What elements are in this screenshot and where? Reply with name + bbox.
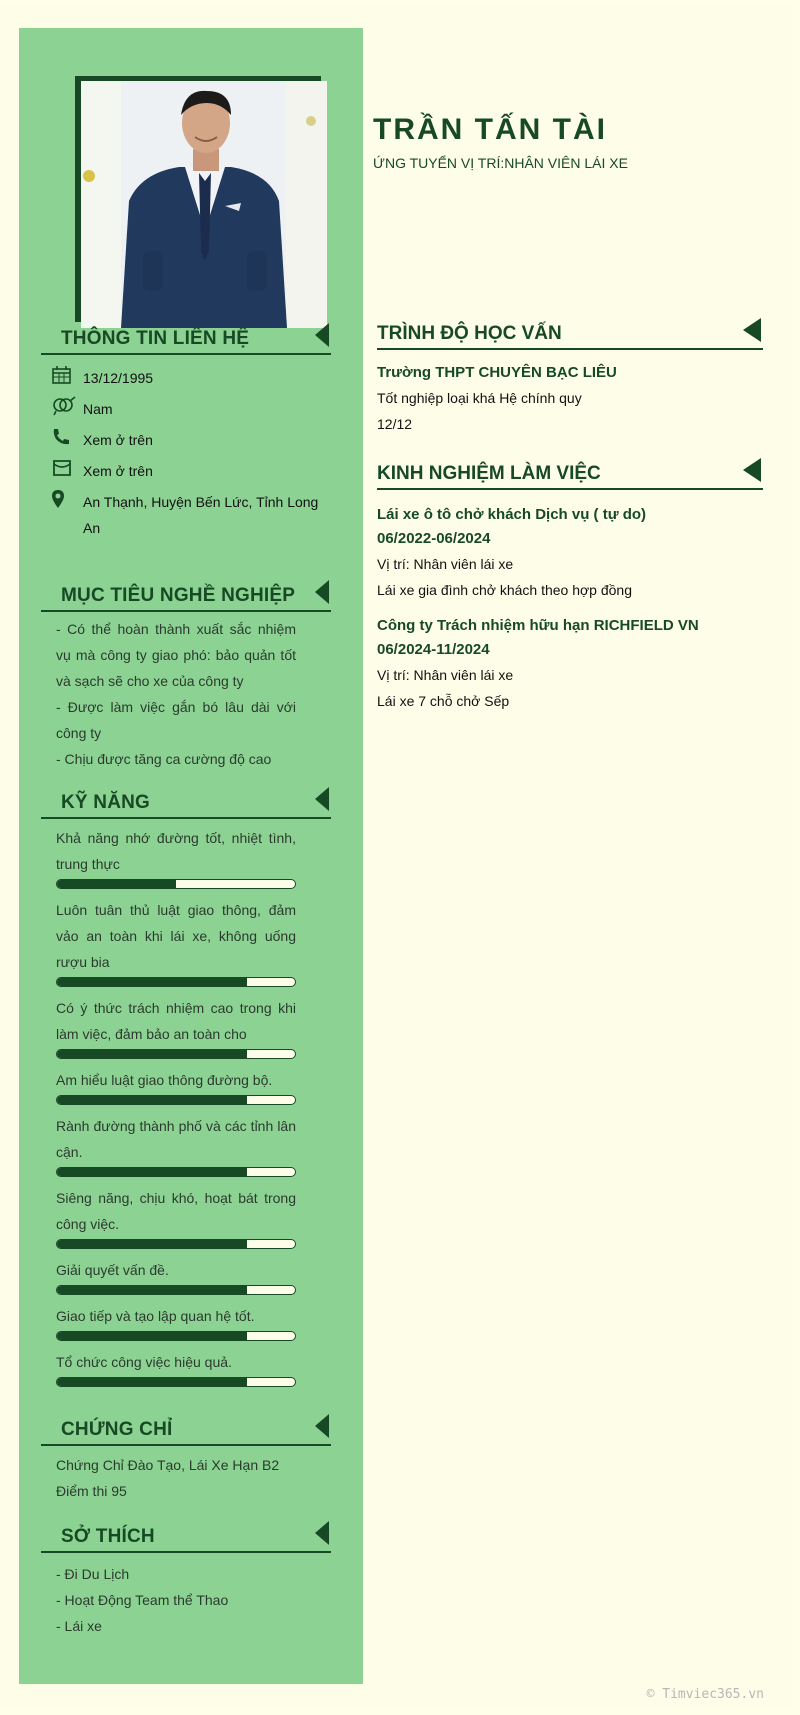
objective-text	[56, 616, 296, 772]
contact-address-row	[51, 489, 341, 541]
job-entry	[377, 503, 763, 603]
job-role: Vị trí: Nhân viên lái xe	[377, 556, 514, 572]
skills-section-header	[41, 785, 331, 819]
gender-icon	[51, 396, 83, 420]
skill-item	[56, 1113, 296, 1177]
gender-value: Nam	[83, 401, 113, 417]
skill-bar-fill	[57, 1378, 247, 1386]
job-entry	[377, 614, 763, 714]
skill-bar	[56, 1049, 296, 1059]
flag-icon	[743, 458, 761, 482]
skill-bar	[56, 1239, 296, 1249]
footer-credit: © Timviec365.vn	[646, 1687, 764, 1702]
skill-item	[56, 1349, 296, 1387]
flag-icon	[315, 787, 329, 811]
contact-birthday-row	[51, 365, 341, 391]
birthday-value: 13/12/1995	[83, 370, 154, 386]
certificates-text	[56, 1452, 296, 1504]
skill-bar-fill	[57, 1168, 247, 1176]
hobby-line: - Lái xe	[56, 1618, 102, 1634]
education-title: TRÌNH ĐỘ HỌC VẤN	[377, 323, 562, 344]
skill-bar-fill	[57, 1050, 247, 1058]
job-company: Lái xe ô tô chở khách Dịch vụ ( tự do)	[377, 506, 647, 523]
contact-title: THÔNG TIN LIÊN HỆ	[61, 328, 250, 349]
education-block	[377, 361, 763, 437]
profile-photo	[75, 76, 327, 328]
skill-item	[56, 995, 296, 1059]
applied-position: ỨNG TUYỂN VỊ TRÍ:NHÂN VIÊN LÁI XE	[373, 155, 628, 171]
skill-bar	[56, 879, 296, 889]
skill-bar-fill	[57, 1332, 247, 1340]
skill-item	[56, 1067, 296, 1105]
job-period: 06/2022-06/2024	[377, 530, 491, 547]
skill-label: Giải quyết vấn đề.	[56, 1262, 169, 1278]
contact-phone-row	[51, 427, 341, 453]
skill-label: Giao tiếp và tạo lập quan hệ tốt.	[56, 1308, 255, 1324]
skill-bar-fill	[57, 978, 247, 986]
skill-bar	[56, 1167, 296, 1177]
skill-label: Tổ chức công việc hiệu quả.	[56, 1354, 232, 1370]
flag-icon	[315, 580, 329, 604]
avatar	[81, 81, 327, 328]
experience-section-header	[377, 456, 763, 490]
skill-item	[56, 825, 296, 889]
job-role: Vị trí: Nhân viên lái xe	[377, 667, 514, 683]
cv-sheet	[0, 5, 792, 1710]
certificate-line: Chứng Chỉ Đào Tạo, Lái Xe Hạn B2	[56, 1457, 280, 1473]
certificates-section-header	[41, 1412, 331, 1446]
skill-label: Luôn tuân thủ luật giao thông, đảm vảo an toàn khi lái xe, không uống rượu bia	[56, 902, 296, 970]
objective-line: - Được làm việc gắn bó lâu dài với công ty	[56, 699, 296, 741]
email-value: Xem ở trên	[83, 463, 153, 479]
job-description: Lái xe 7 chỗ chở Sếp	[377, 693, 510, 709]
skill-label: Am hiểu luật giao thông đường bộ.	[56, 1072, 273, 1088]
grade: 12/12	[377, 416, 413, 432]
objective-line: - Chịu được tăng ca cường độ cao	[56, 751, 272, 767]
address-value: An Thạnh, Huyện Bến Lức, Tỉnh Long An	[83, 494, 319, 536]
email-icon	[51, 458, 83, 482]
skill-bar	[56, 1095, 296, 1105]
contact-section-header	[41, 321, 331, 355]
skill-item	[56, 1257, 296, 1295]
skill-bar	[56, 1377, 296, 1387]
skill-bar-fill	[57, 880, 176, 888]
skill-item	[56, 1303, 296, 1341]
skill-bar-fill	[57, 1096, 247, 1104]
phone-icon	[51, 427, 83, 451]
skill-bar	[56, 1331, 296, 1341]
contact-email-row	[51, 458, 341, 484]
skill-bar-fill	[57, 1286, 247, 1294]
job-company: Công ty Trách nhiệm hữu hạn RICHFIELD VN	[377, 617, 699, 634]
contact-gender-row	[51, 396, 341, 422]
skill-bar	[56, 977, 296, 987]
phone-value: Xem ở trên	[83, 432, 153, 448]
skill-label: Khả năng nhớ đường tốt, nhiệt tình, trung thực	[56, 830, 296, 872]
map-pin-icon	[51, 489, 83, 513]
flag-icon	[315, 323, 329, 347]
skill-bar-fill	[57, 1240, 247, 1248]
sidebar	[19, 28, 363, 1684]
hobby-line: - Đi Du Lịch	[56, 1566, 130, 1582]
objective-section-header	[41, 578, 331, 612]
skill-bar	[56, 1285, 296, 1295]
job-period: 06/2024-11/2024	[377, 641, 490, 658]
hobbies-text	[56, 1561, 296, 1639]
hobby-line: - Hoạt Động Team thể Thao	[56, 1592, 229, 1608]
certificate-line: Điểm thi 95	[56, 1483, 127, 1499]
skills-title: KỸ NĂNG	[61, 792, 151, 813]
objective-line: - Có thể hoàn thành xuất sắc nhiệm vụ mà công ty giao phó: bảo quản tốt và sạch sẽ cho xe của công ty	[56, 621, 296, 689]
skill-item	[56, 1185, 296, 1249]
flag-icon	[315, 1414, 329, 1438]
flag-icon	[743, 318, 761, 342]
skill-label: Siêng năng, chịu khó, hoạt bát trong công việc.	[56, 1190, 296, 1232]
skill-label: Rành đường thành phố và các tỉnh lân cận.	[56, 1118, 296, 1160]
calendar-icon	[51, 365, 83, 389]
job-description: Lái xe gia đình chở khách theo hợp đồng	[377, 582, 632, 598]
flag-icon	[315, 1521, 329, 1545]
degree: Tốt nghiệp loại khá Hệ chính quy	[377, 390, 582, 406]
experience-title: KINH NGHIỆM LÀM VIỆC	[377, 463, 601, 484]
objective-title: MỤC TIÊU NGHỀ NGHIỆP	[61, 585, 296, 606]
certificates-title: CHỨNG CHỈ	[61, 1419, 173, 1440]
skill-item	[56, 897, 296, 987]
school-name: Trường THPT CHUYÊN BẠC LIÊU	[377, 364, 617, 381]
hobbies-section-header	[41, 1519, 331, 1553]
hobbies-title: SỞ THÍCH	[61, 1526, 155, 1547]
education-section-header	[377, 316, 763, 350]
skill-label: Có ý thức trách nhiệm cao trong khi làm việc, đảm bảo an toàn cho	[56, 1000, 296, 1042]
candidate-name: TRẦN TẤN TÀI	[373, 113, 607, 146]
